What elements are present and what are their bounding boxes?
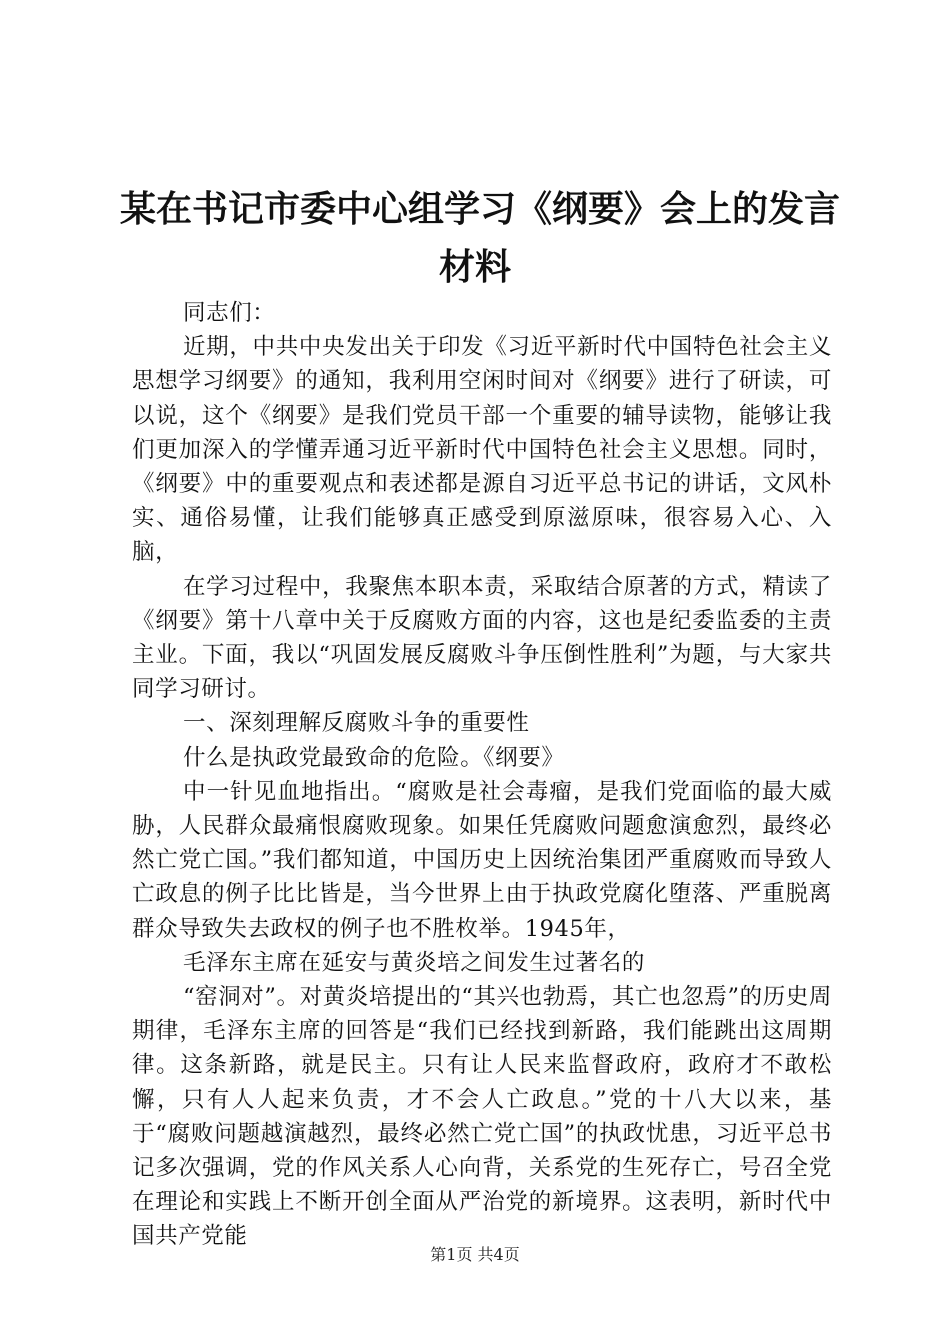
section-heading: 一、深刻理解反腐败斗争的重要性: [183, 710, 530, 737]
document-body: [132, 296, 832, 1254]
body-paragraph: 毛泽东主席在延安与黄炎培之间发生过著名的: [183, 949, 646, 976]
page-footer: 第1页 共4页: [430, 1245, 520, 1264]
title-line-2: 材料: [438, 247, 511, 288]
body-paragraph: 在学习过程中，我聚焦本职本责，采取结合原著的方式，精读了《纲要》第十八章中关于反腐败方面的内容，这也是纪委监委的主责主业。下面，我以“巩固发展反腐败斗争压倒性胜利”为题，与大家共同学习研讨。: [132, 573, 832, 703]
body-paragraph: 什么是执政党最致命的危险。《纲要》: [183, 744, 565, 771]
body-paragraph: 近期，中共中央发出关于印发《习近平新时代中国特色社会主义思想学习纲要》的通知，我利用空闲时间对《纲要》进行了研读，可以说，这个《纲要》是我们党员干部一个重要的辅导读物，能够让我们更加深入的学懂弄通习近平新时代中国特色社会主义思想。同时，《纲要》中的重要观点和表述都是源自习近平总书记的讲话，文风朴实、通俗易懂，让我们能够真正感受到原滋原味，很容易入心、入脑，: [132, 334, 832, 566]
body-paragraph: “窑洞对”。对黄炎培提出的“其兴也勃焉，其亡也忽焉”的历史周期律，毛泽东主席的回答是“我们已经找到新路，我们能跳出这周期律。这条新路，就是民主。只有让人民来监督政府，政府才不敢松懈，只有人人起来负责，才不会人亡政息。”党的十八大以来，基于“腐败问题越演越烈，最终必然亡党亡国”的执政忧患，习近平总书记多次强调，党的作风关系人心向背，关系党的生死存亡，号召全党在理论和实践上不断开创全面从严治党的新境界。这表明，新时代中国共产党能: [132, 984, 833, 1250]
document-title: [120, 181, 841, 297]
body-paragraph: 中一针见血地指出。“腐败是社会毒瘤，是我们党面临的最大威胁，人民群众最痛恨腐败现象。如果任凭腐败问题愈演愈烈，最终必然亡党亡国。”我们都知道，中国历史上因统治集团严重腐败而导致人亡政息的例子比比皆是，当今世界上由于执政党腐化堕落、严重脱离群众导致失去政权的例子也不胜枚举。1945年，: [132, 778, 832, 942]
salutation: 同志们：: [183, 300, 276, 326]
title-line-1: 某在书记市委中心组学习《纲要》会上的发言: [120, 189, 841, 230]
